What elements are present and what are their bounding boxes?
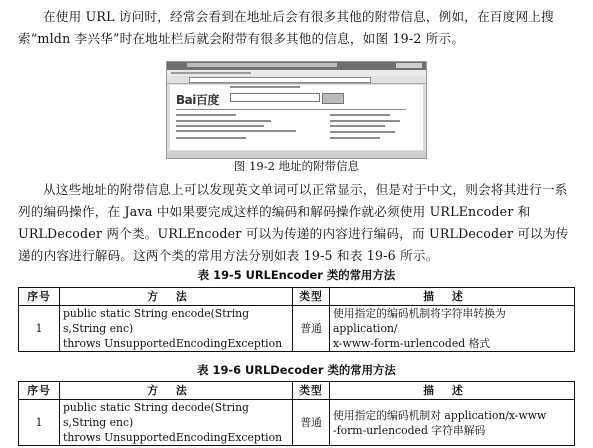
method-signature: public static String decode(String s,String enc) bbox=[63, 401, 249, 429]
figure-text-line bbox=[176, 120, 271, 122]
header-description: 描述 bbox=[330, 382, 575, 400]
cell-method bbox=[60, 306, 293, 352]
figure-text-line bbox=[330, 125, 385, 127]
figure-page-content bbox=[170, 85, 423, 150]
intro-paragraph: 在使用 URL 访问时，经常会看到在地址后会有很多其他的附带信息，例如，在百度网上搜索“mldn 李兴华”时在地址栏后就会附带有很多其他的信息，如图 19-2 所示。 bbox=[18, 9, 554, 46]
method-signature: public static String encode(String s,String enc) bbox=[63, 307, 250, 335]
cell-method bbox=[60, 400, 293, 446]
method-throws: throws UnsupportedEncodingException bbox=[63, 431, 283, 444]
figure-text-line bbox=[330, 120, 400, 122]
table-caption-urlencoder: 表 19-5 URLEncoder 类的常用方法 bbox=[197, 268, 396, 282]
header-no: 序号 bbox=[19, 382, 60, 400]
description-line: x-www-form-urlencoded 格式 bbox=[333, 337, 491, 350]
figure-search-box bbox=[230, 93, 320, 102]
baidu-logo: Bai百度 bbox=[176, 93, 219, 107]
figure-text-line bbox=[176, 125, 264, 127]
header-method: 方法 bbox=[60, 382, 293, 400]
browser-screenshot-figure bbox=[166, 61, 427, 159]
cell-description bbox=[330, 400, 575, 446]
table-urlencoder-methods bbox=[18, 287, 575, 352]
table-urldecoder-methods bbox=[18, 381, 575, 446]
figure-divider bbox=[176, 109, 406, 110]
cell-description bbox=[330, 306, 575, 352]
description-line: 使用指定的编码机制将字符串转换为 application/ bbox=[333, 307, 506, 335]
description-line: -form-urlencoded 字符串解码 bbox=[333, 423, 486, 437]
header-description: 描述 bbox=[330, 288, 575, 306]
figure-text-line bbox=[176, 130, 296, 132]
figure-text-line bbox=[330, 137, 380, 139]
description-line: 使用指定的编码机制对 application/x-www bbox=[333, 408, 547, 422]
cell-type: 普通 bbox=[293, 306, 330, 352]
cell-no: 1 bbox=[19, 400, 60, 446]
figure-text-line bbox=[230, 86, 300, 88]
figure-statusbar bbox=[167, 151, 426, 158]
header-type: 类型 bbox=[293, 288, 330, 306]
figure-titlebar bbox=[167, 62, 426, 70]
header-method: 方法 bbox=[60, 288, 293, 306]
header-type: 类型 bbox=[293, 382, 330, 400]
cell-type: 普通 bbox=[293, 400, 330, 446]
table-row bbox=[19, 306, 575, 352]
method-throws: throws UnsupportedEncodingException bbox=[63, 337, 283, 350]
figure-text-line bbox=[330, 114, 390, 116]
figure-text-line bbox=[330, 131, 395, 133]
header-no: 序号 bbox=[19, 288, 60, 306]
table-caption-urldecoder: 表 19-6 URLDecoder 类的常用方法 bbox=[197, 363, 396, 377]
table-row bbox=[19, 400, 575, 446]
figure-search-button bbox=[322, 93, 344, 104]
figure-caption: 图 19-2 地址的附带信息 bbox=[233, 159, 360, 173]
figure-text-line bbox=[176, 114, 236, 116]
body-paragraph: 从这些地址的附带信息上可以发现英文单词可以正常显示，但是对于中文，则会将其进行一系列的编码操作，在 Java 中如果要完成这样的编码和解码操作就必须使用 URLEncoder 和 URLDecoder 两个类。URLEncoder 可以为传递的内容进行编码，而 URLDecoder 可以为传递的内容进行解码。这两个类的常用方法分别如表 19-5 和表 19-6 所示。 bbox=[18, 182, 569, 263]
cell-no: 1 bbox=[19, 306, 60, 352]
figure-address-bar bbox=[167, 76, 426, 84]
figure-text-line bbox=[176, 137, 246, 139]
